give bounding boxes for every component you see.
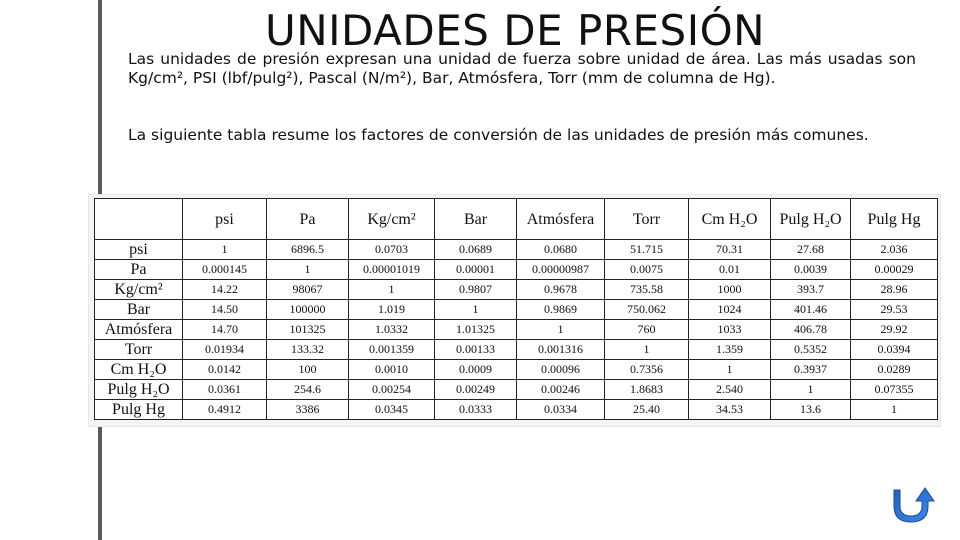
table-cell: 0.9807 (435, 280, 517, 300)
table-cell: 0.0075 (605, 260, 689, 280)
table-cell: 1033 (689, 320, 771, 340)
table-cell: 2.540 (689, 380, 771, 400)
intro-paragraph: Las unidades de presión expresan una unidad de fuerza sobre unidad de área. Las más usadas son Kg/cm², PSI (lbf/pulg²), Pascal (N/m²), Bar, Atmósfera, Torr (mm de columna de Hg). (128, 50, 916, 87)
table-cell: 1024 (689, 300, 771, 320)
table-cell: 70.31 (689, 240, 771, 260)
table-cell: 0.0010 (349, 360, 435, 380)
table-cell: 1 (605, 340, 689, 360)
table-row (95, 360, 938, 380)
table-cell: 27.68 (771, 240, 851, 260)
table-cell: 0.9869 (517, 300, 605, 320)
table-cell: 100000 (267, 300, 349, 320)
table-cell: 401.46 (771, 300, 851, 320)
header-cell: Cm H₂O (689, 199, 771, 240)
row-header-cell: Cm H₂O (95, 360, 183, 380)
table-row (95, 320, 938, 340)
header-cell: Pulg Hg (851, 199, 938, 240)
header-cell: psi (183, 199, 267, 240)
table-cell: 14.50 (183, 300, 267, 320)
table-cell: 1 (689, 360, 771, 380)
table-cell: 254.6 (267, 380, 349, 400)
table-cell: 34.53 (689, 400, 771, 420)
table-cell: 1.019 (349, 300, 435, 320)
table-cell: 133.32 (267, 340, 349, 360)
row-header-cell: Pa (95, 260, 183, 280)
header-corner (95, 199, 183, 240)
table-cell: 1 (435, 300, 517, 320)
table-cell: 0.00249 (435, 380, 517, 400)
table-row (95, 400, 938, 420)
table-row (95, 260, 938, 280)
row-header-cell: Pulg Hg (95, 400, 183, 420)
table-cell: 14.22 (183, 280, 267, 300)
table-cell: 51.715 (605, 240, 689, 260)
table-cell: 101325 (267, 320, 349, 340)
table-cell: 735.58 (605, 280, 689, 300)
table-cell: 1 (183, 240, 267, 260)
table-cell: 98067 (267, 280, 349, 300)
table-cell: 1 (517, 320, 605, 340)
table-cell: 0.00133 (435, 340, 517, 360)
table-cell: 1 (851, 400, 938, 420)
row-header-cell: Torr (95, 340, 183, 360)
table-cell: 0.00001019 (349, 260, 435, 280)
table-cell: 1 (267, 260, 349, 280)
table-cell: 1 (349, 280, 435, 300)
header-cell: Torr (605, 199, 689, 240)
table-cell: 0.000145 (183, 260, 267, 280)
table-cell: 28.96 (851, 280, 938, 300)
table-cell: 1.0332 (349, 320, 435, 340)
table-header-row (95, 199, 938, 240)
row-header-cell: Atmósfera (95, 320, 183, 340)
table-cell: 0.0689 (435, 240, 517, 260)
table-cell: 25.40 (605, 400, 689, 420)
table-cell: 0.01 (689, 260, 771, 280)
table-row (95, 340, 938, 360)
table-cell: 0.0039 (771, 260, 851, 280)
table-cell: 0.00029 (851, 260, 938, 280)
table-cell: 0.7356 (605, 360, 689, 380)
slide-title: UNIDADES DE PRESIÓN (265, 6, 766, 55)
header-cell: Bar (435, 199, 517, 240)
table-cell: 1.01325 (435, 320, 517, 340)
table-cell: 0.00246 (517, 380, 605, 400)
table-row (95, 380, 938, 400)
table-cell: 0.07355 (851, 380, 938, 400)
table-cell: 0.3937 (771, 360, 851, 380)
table-row (95, 280, 938, 300)
table-cell: 0.0009 (435, 360, 517, 380)
table-cell: 14.70 (183, 320, 267, 340)
table-cell: 406.78 (771, 320, 851, 340)
table-cell: 0.00000987 (517, 260, 605, 280)
table-cell: 0.0703 (349, 240, 435, 260)
table-cell: 0.0333 (435, 400, 517, 420)
header-cell: Pulg H₂O (771, 199, 851, 240)
table-cell: 1 (771, 380, 851, 400)
table-cell: 760 (605, 320, 689, 340)
table-cell: 393.7 (771, 280, 851, 300)
table-description-paragraph: La siguiente tabla resume los factores de conversión de las unidades de presión más comunes. (128, 126, 869, 144)
table-cell: 0.01934 (183, 340, 267, 360)
row-header-cell: Pulg H₂O (95, 380, 183, 400)
table-cell: 0.001359 (349, 340, 435, 360)
header-cell: Atmósfera (517, 199, 605, 240)
table-row (95, 240, 938, 260)
return-arrow-icon[interactable] (884, 484, 944, 528)
table-cell: 29.53 (851, 300, 938, 320)
table-cell: 0.0289 (851, 360, 938, 380)
table-cell: 100 (267, 360, 349, 380)
table-body (95, 240, 938, 420)
table-cell: 6896.5 (267, 240, 349, 260)
row-header-cell: psi (95, 240, 183, 260)
table-cell: 0.5352 (771, 340, 851, 360)
table-cell: 0.0334 (517, 400, 605, 420)
table-cell: 29.92 (851, 320, 938, 340)
table-cell: 1.8683 (605, 380, 689, 400)
table-cell: 750.062 (605, 300, 689, 320)
header-cell: Kg/cm² (349, 199, 435, 240)
table-cell: 0.0345 (349, 400, 435, 420)
table-cell: 0.00001 (435, 260, 517, 280)
header-cell: Pa (267, 199, 349, 240)
table-cell: 13.6 (771, 400, 851, 420)
table-cell: 1000 (689, 280, 771, 300)
table-cell: 0.0361 (183, 380, 267, 400)
table-cell: 0.0142 (183, 360, 267, 380)
table-cell: 3386 (267, 400, 349, 420)
row-header-cell: Kg/cm² (95, 280, 183, 300)
table-cell: 0.0394 (851, 340, 938, 360)
conversion-table (94, 198, 938, 420)
table-row (95, 300, 938, 320)
row-header-cell: Bar (95, 300, 183, 320)
table-cell: 2.036 (851, 240, 938, 260)
table-cell: 0.4912 (183, 400, 267, 420)
table-cell: 0.00096 (517, 360, 605, 380)
table-cell: 0.001316 (517, 340, 605, 360)
table-cell: 1.359 (689, 340, 771, 360)
table-cell: 0.0680 (517, 240, 605, 260)
table-cell: 0.9678 (517, 280, 605, 300)
table-cell: 0.00254 (349, 380, 435, 400)
